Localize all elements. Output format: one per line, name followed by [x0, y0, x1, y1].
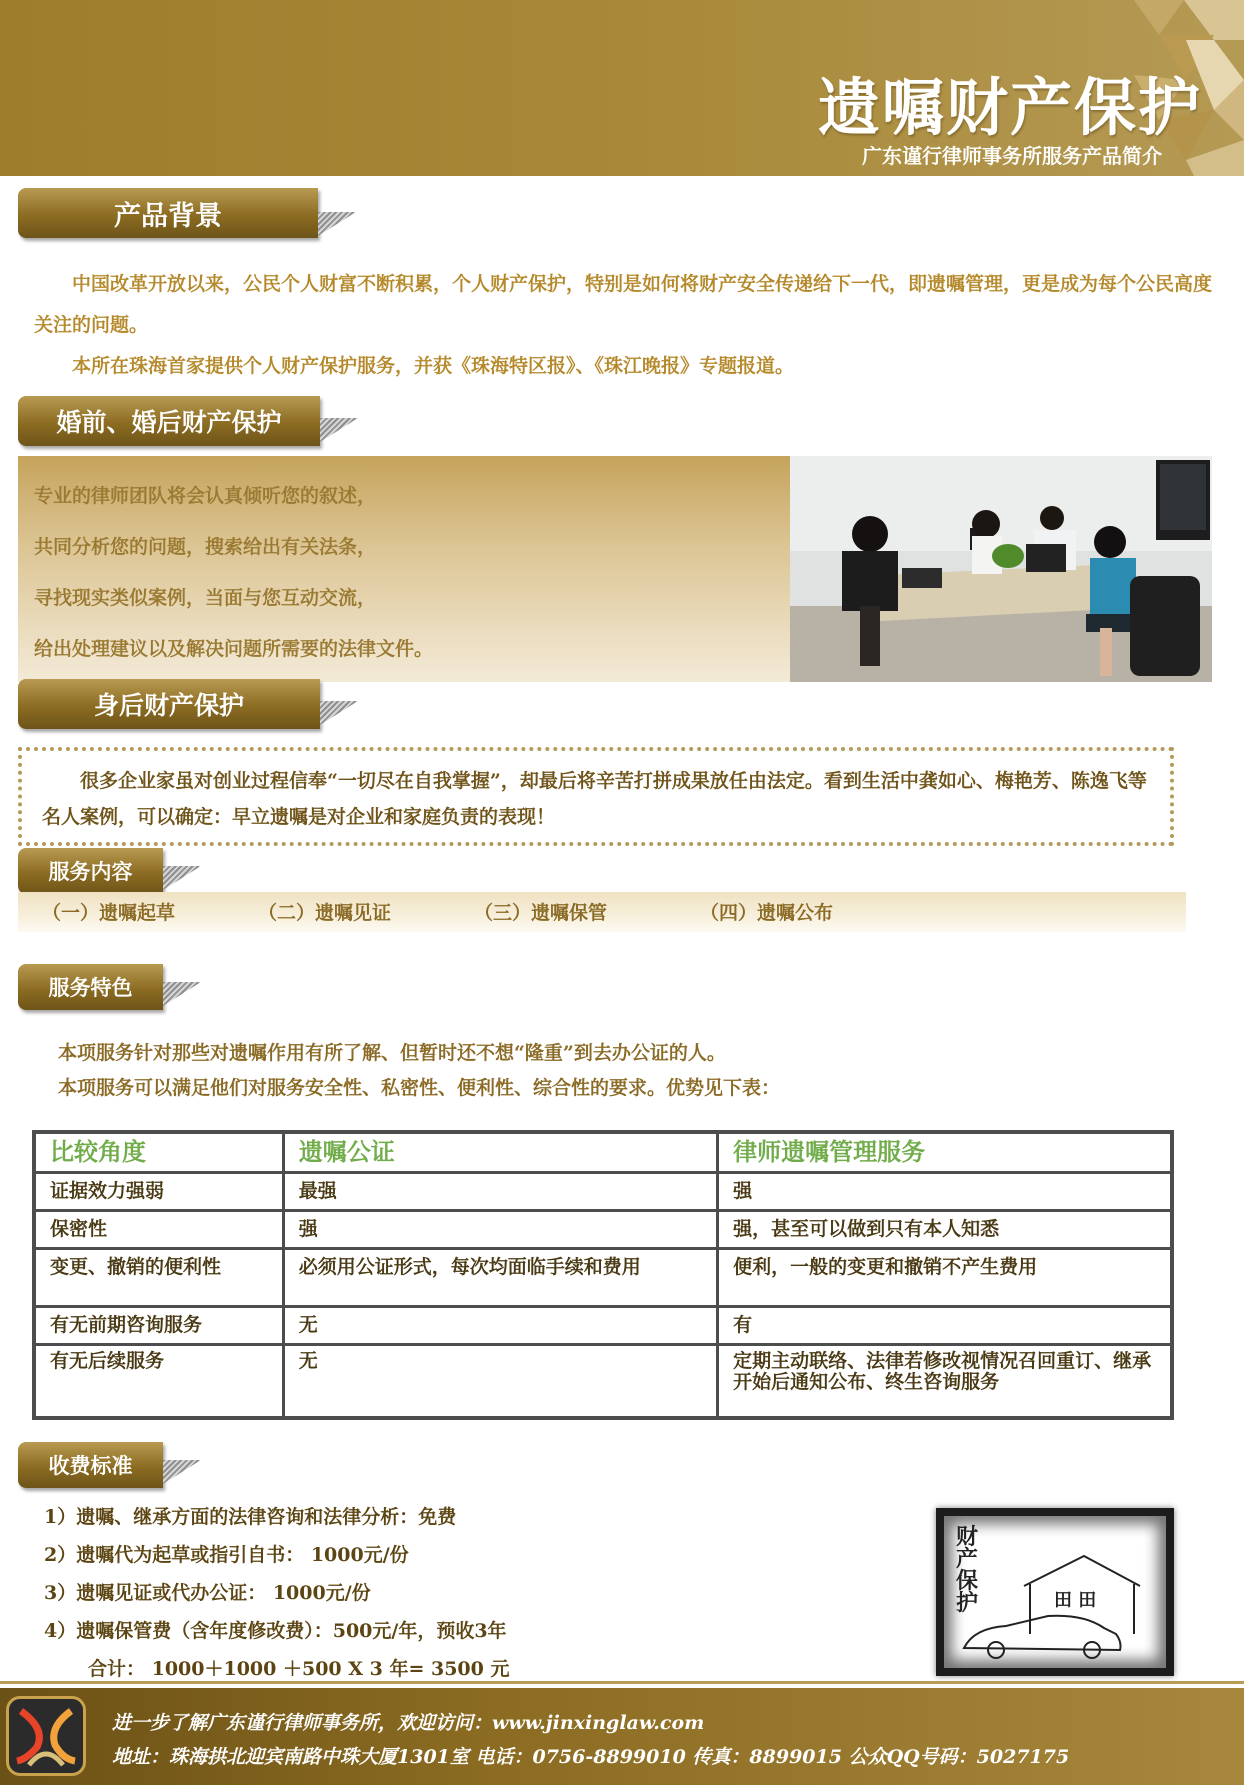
table-cell: 有: [718, 1306, 1172, 1344]
table-cell: 最强: [283, 1172, 717, 1210]
fee-item: 3）遗嘱见证或代办公证： 1000元/份: [44, 1582, 371, 1604]
table-cell: 无: [283, 1306, 717, 1344]
section-tab-label: 身后财产保护: [93, 691, 244, 720]
table-header-cell: 比较角度: [34, 1132, 283, 1172]
firm-logo-icon: [6, 1696, 86, 1776]
fee-item: 4）遗嘱保管费（含年度修改费）：500元/年，预收3年: [44, 1620, 507, 1642]
table-cell: 必须用公证形式，每次均面临手续和费用: [283, 1248, 717, 1306]
table-cell: 强: [283, 1210, 717, 1248]
service-item: （一）遗嘱起草: [42, 902, 176, 924]
posthumous-quote-box: [18, 747, 1174, 846]
fee-total: 合计： 1000＋1000 ＋500 X 3 年= 3500 元: [88, 1658, 510, 1680]
service-item: （四）遗嘱公布: [700, 902, 834, 924]
table-cell: 保密性: [34, 1210, 283, 1248]
page-footer: [0, 1688, 1244, 1785]
marriage-line: 给出处理建议以及解决问题所需要的法律文件。: [34, 638, 434, 660]
table-header-cell: 遗嘱公证: [283, 1132, 717, 1172]
table-cell: 有无后续服务: [34, 1344, 283, 1418]
marriage-line: 专业的律师团队将会认真倾听您的叙述，: [34, 485, 377, 507]
services-bar: [18, 892, 1186, 932]
table-cell: 有无前期咨询服务: [34, 1306, 283, 1344]
table-cell: 变更、撤销的便利性: [34, 1248, 283, 1306]
posthumous-text: 很多企业家虽对创业过程信奉“一切尽在自我掌握”，却最后将辛苦打拼成果放任由法定。看到生活中龚如心、梅艳芳、陈逸飞等名人案例，可以确定：早立遗嘱是对企业和家庭负责的表现！: [42, 770, 1147, 828]
feature-line: 本项服务针对那些对遗嘱作用有所了解、但暂时还不想“隆重”到去办公证的人。: [58, 1042, 726, 1064]
service-item: （二）遗嘱见证: [258, 902, 392, 924]
tab-tail-decoration: [163, 982, 201, 1006]
page-title: 遗嘱财产保护: [817, 71, 1202, 144]
marriage-line: 共同分析您的问题，搜索给出有关法条，: [34, 536, 377, 558]
tab-tail-decoration: [320, 701, 358, 725]
service-item: （三）遗嘱保管: [474, 902, 608, 924]
marriage-panel: [18, 456, 1212, 682]
marriage-line: 寻找现实类似案例，当面与您互动交流，: [34, 587, 377, 609]
section-tab-label: 产品背景: [114, 200, 222, 232]
table-header-cell: 律师遗嘱管理服务: [718, 1132, 1172, 1172]
section-tab-label: 服务特色: [48, 975, 133, 1000]
background-paragraph: 中国改革开放以来，公民个人财富不断积累，个人财产保护，特别是如何将财产安全传递给下一代，即遗嘱管理，更是成为每个公民高度关注的问题。: [34, 273, 1213, 336]
section-tab-service-content: [18, 848, 163, 894]
section-tab-service-features: [18, 964, 163, 1010]
table-cell: 强: [718, 1172, 1172, 1210]
footer-website-line: 进一步了解广东谨行律师事务所，欢迎访问：www.jinxinglaw.com: [112, 1712, 705, 1734]
table-row: [34, 1248, 1172, 1306]
house-window-text: 田 田: [1054, 1590, 1097, 1611]
section-tab-fee-standard: [18, 1442, 163, 1488]
background-paragraph: 本所在珠海首家提供个人财产保护服务，并获《珠海特区报》、《珠江晚报》专题报道。: [72, 355, 795, 377]
page-header: [0, 0, 1244, 176]
fee-list: [44, 1498, 510, 1688]
section-tab-marriage: [18, 396, 320, 446]
comparison-table: [32, 1130, 1174, 1420]
footer-contact-line: 地址：珠海拱北迎宾南路中珠大厦1301室 电话：0756-8899010 传真：8899015 公众QQ号码：5027175: [112, 1746, 1070, 1768]
table-cell: 证据效力强弱: [34, 1172, 283, 1210]
table-cell: 无: [283, 1344, 717, 1418]
table-row: [34, 1172, 1172, 1210]
section-tab-background: [18, 188, 318, 238]
table-row: [34, 1210, 1172, 1248]
tab-tail-decoration: [318, 212, 356, 236]
property-illustration: [936, 1508, 1174, 1676]
tab-tail-decoration: [163, 1460, 201, 1484]
table-cell: 便利，一般的变更和撤销不产生费用: [718, 1248, 1172, 1306]
table-row: [34, 1344, 1172, 1418]
footer-divider: [0, 1681, 1244, 1684]
tab-tail-decoration: [163, 866, 201, 890]
office-meeting-photo: [790, 456, 1212, 682]
table-cell: 强，甚至可以做到只有本人知悉: [718, 1210, 1172, 1248]
section-tab-label: 服务内容: [48, 859, 133, 884]
fee-item: 2）遗嘱代为起草或指引自书： 1000元/份: [44, 1544, 409, 1566]
section-tab-label: 婚前、婚后财产保护: [56, 408, 282, 437]
page-subtitle: 广东谨行律师事务所服务产品简介: [862, 144, 1162, 168]
feature-line: 本项服务可以满足他们对服务安全性、私密性、便利性、综合性的要求。优势见下表：: [58, 1077, 781, 1099]
table-header-row: [34, 1132, 1172, 1172]
marriage-lines: [34, 476, 774, 680]
fee-item: 1）遗嘱、继承方面的法律咨询和法律分析：免费: [44, 1506, 457, 1528]
illustration-vertical-text: 财产保护: [956, 1524, 979, 1616]
tab-tail-decoration: [320, 418, 358, 442]
features-text: [58, 1036, 780, 1106]
table-row: [34, 1306, 1172, 1344]
section-tab-label: 收费标准: [48, 1453, 133, 1478]
background-text: [34, 264, 1214, 387]
section-tab-posthumous: [18, 679, 320, 729]
table-cell: 定期主动联络、法律若修改视情况召回重订、继承开始后通知公布、终生咨询服务: [718, 1344, 1172, 1418]
